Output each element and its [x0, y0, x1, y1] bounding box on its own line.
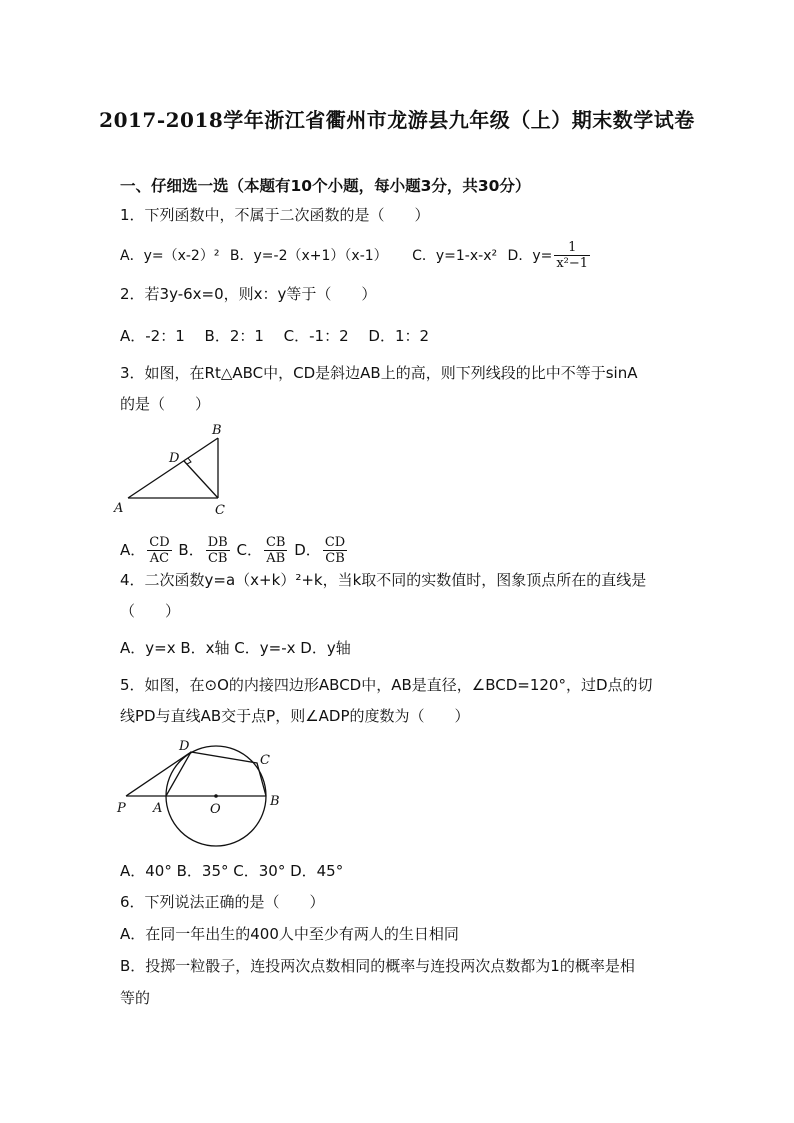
q6-option-b-line2: 等的 [120, 989, 151, 1007]
q3-options [120, 535, 349, 566]
q1-option-a: A．y=（x-2）² [120, 247, 220, 264]
point-label-o: O [210, 802, 221, 817]
q5-options: A．40° B．35° C．30° D．45° [120, 862, 344, 880]
q3-triangle-figure [112, 422, 242, 518]
q4-stem-line1: 4．二次函数y=a（x+k）²+k，当k取不同的实数值时，图象顶点所在的直线是 [120, 571, 647, 589]
side-ab [128, 438, 218, 498]
point-label-c: C [260, 753, 270, 768]
q1-option-d-prefix: D．y= [507, 247, 553, 264]
q5-stem-line2: 线PD与直线AB交于点P，则∠ADP的度数为（ ） [120, 707, 470, 725]
point-label-d: D [179, 739, 190, 754]
q1-option-d [507, 240, 593, 271]
q1-option-c: C．y=1-x-x² [412, 247, 498, 264]
section-heading: 一、仔细选一选（本题有10个小题，每小题3分，共30分） [120, 177, 531, 195]
q4-stem-line2: （ ） [120, 602, 181, 620]
fraction-numerator: 1 [554, 240, 590, 256]
q2-stem: 2．若3y-6x=0，则x：y等于（ ） [120, 285, 377, 303]
q3-option-b-label: B． [178, 541, 204, 559]
fraction-denominator: CB [207, 551, 228, 566]
q3-option-d-label: D． [294, 541, 321, 559]
q1-option-d-fraction [554, 240, 590, 271]
tangent-pd [126, 752, 191, 796]
fraction-numerator: CB [265, 535, 286, 550]
fraction-denominator: x²−1 [556, 256, 589, 271]
q3-option-a-label: A． [120, 541, 146, 559]
fraction-numerator: DB [207, 535, 228, 550]
point-label-p: P [117, 801, 126, 816]
vertex-label-c: C [215, 503, 225, 518]
q3-option-c-label: C． [236, 541, 262, 559]
q5-circle-figure [112, 734, 292, 854]
q6-option-a: A．在同一年出生的400人中至少有两人的生日相同 [120, 925, 459, 943]
q3-stem-line1: 3．如图，在Rt△ABC中，CD是斜边AB上的高，则下列线段的比中不等于sinA [120, 364, 638, 382]
q3-option-b-fraction [206, 535, 230, 566]
fraction-numerator: CD [149, 535, 170, 550]
q1-stem: 1．下列函数中，不属于二次函数的是（ ） [120, 206, 430, 224]
fraction-denominator: AB [266, 551, 286, 566]
q3-option-a-fraction [147, 535, 171, 566]
q4-options: A．y=x B．x轴 C．y=-x D．y轴 [120, 639, 351, 657]
point-label-b: B [270, 794, 280, 809]
q2-options: A．-2：1 B．2：1 C．-1：2 D．1：2 [120, 327, 430, 345]
q6-stem: 6．下列说法正确的是（ ） [120, 893, 325, 911]
fraction-denominator: CB [325, 551, 345, 566]
q6-option-b-line1: B．投掷一粒骰子，连投两次点数相同的概率与连投两次点数都为1的概率是相 [120, 957, 635, 975]
q3-option-d-fraction [323, 535, 347, 566]
point-label-a: A [153, 801, 163, 816]
q3-option-c-fraction [264, 535, 288, 566]
exam-title: 2017-2018学年浙江省衢州市龙游县九年级（上）期末数学试卷 [99, 108, 695, 132]
center-point [214, 794, 218, 798]
q1-options [120, 240, 592, 271]
q3-stem-line2: 的是（ ） [120, 395, 211, 413]
altitude-cd [184, 461, 218, 498]
fraction-numerator: CD [324, 535, 346, 550]
q5-stem-line1: 5．如图，在⊙O的内接四边形ABCD中，AB是直径，∠BCD=120°，过D点的切 [120, 676, 653, 694]
fraction-denominator: AC [149, 551, 170, 566]
vertex-label-d: D [169, 451, 180, 466]
vertex-label-a: A [114, 501, 124, 516]
q1-option-b: B．y=-2（x+1）（x-1） [229, 247, 388, 264]
vertex-label-b: B [212, 423, 222, 438]
